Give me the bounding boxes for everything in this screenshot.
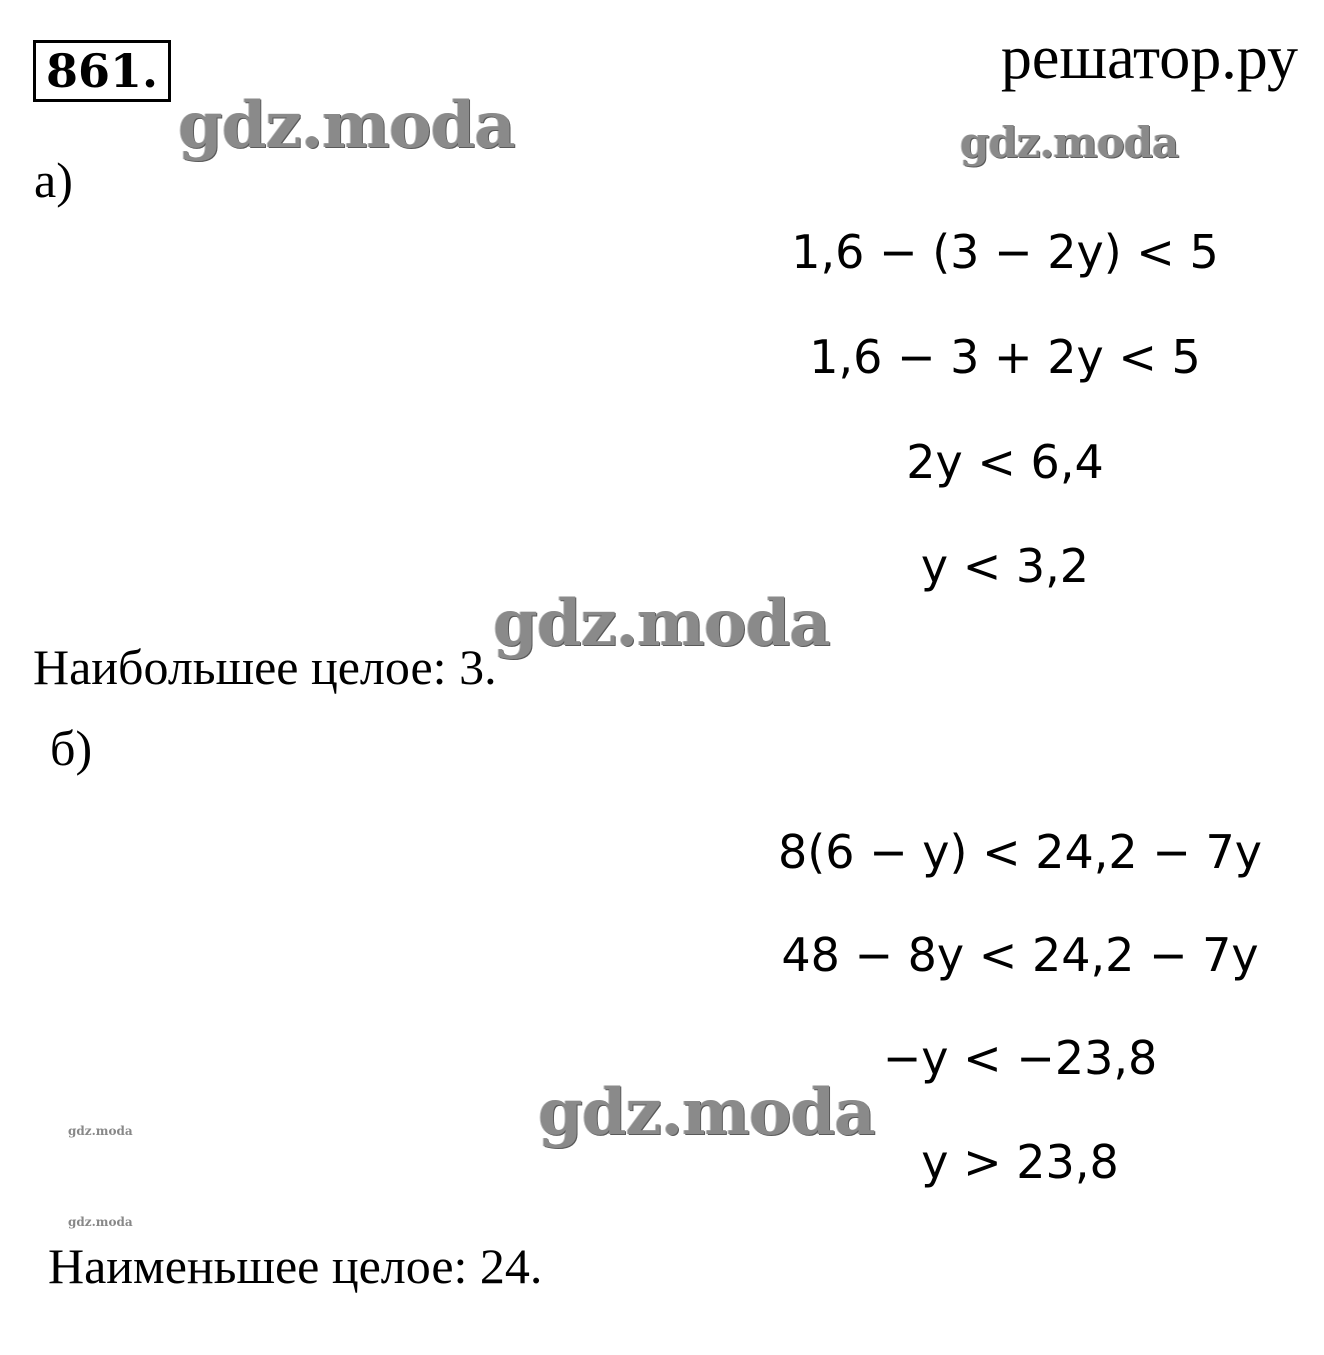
part-b-answer: Наименьшее целое: 24. <box>48 1238 543 1294</box>
watermark-small: gdz.moda <box>68 1124 133 1138</box>
site-name: решатор.ру <box>1000 24 1298 92</box>
part-b-step-2: 48 − 8y < 24,2 − 7y <box>781 928 1259 982</box>
task-number: 861. <box>45 44 159 98</box>
part-a-answer: Наибольшее целое: 3. <box>33 639 497 695</box>
part-b-step-4: y > 23,8 <box>921 1135 1119 1189</box>
part-a-label: а) <box>34 152 73 208</box>
watermark-logo: gdz.moda <box>960 118 1179 167</box>
part-a-step-3: 2y < 6,4 <box>906 435 1104 489</box>
watermark-logo: gdz.moda <box>538 1075 875 1150</box>
part-a-step-4: y < 3,2 <box>920 539 1090 593</box>
part-a-step-2: 1,6 − 3 + 2y < 5 <box>809 330 1201 384</box>
part-b-step-3: −y < −23,8 <box>882 1031 1158 1085</box>
watermark-logo: gdz.moda <box>178 88 515 163</box>
watermark-small: gdz.moda <box>68 1215 133 1229</box>
task-number-box <box>33 40 171 102</box>
part-b-label: б) <box>50 720 93 776</box>
part-a-step-1: 1,6 − (3 − 2y) < 5 <box>791 225 1219 279</box>
part-b-step-1: 8(6 − y) < 24,2 − 7y <box>778 825 1262 879</box>
watermark-logo: gdz.moda <box>493 586 830 661</box>
